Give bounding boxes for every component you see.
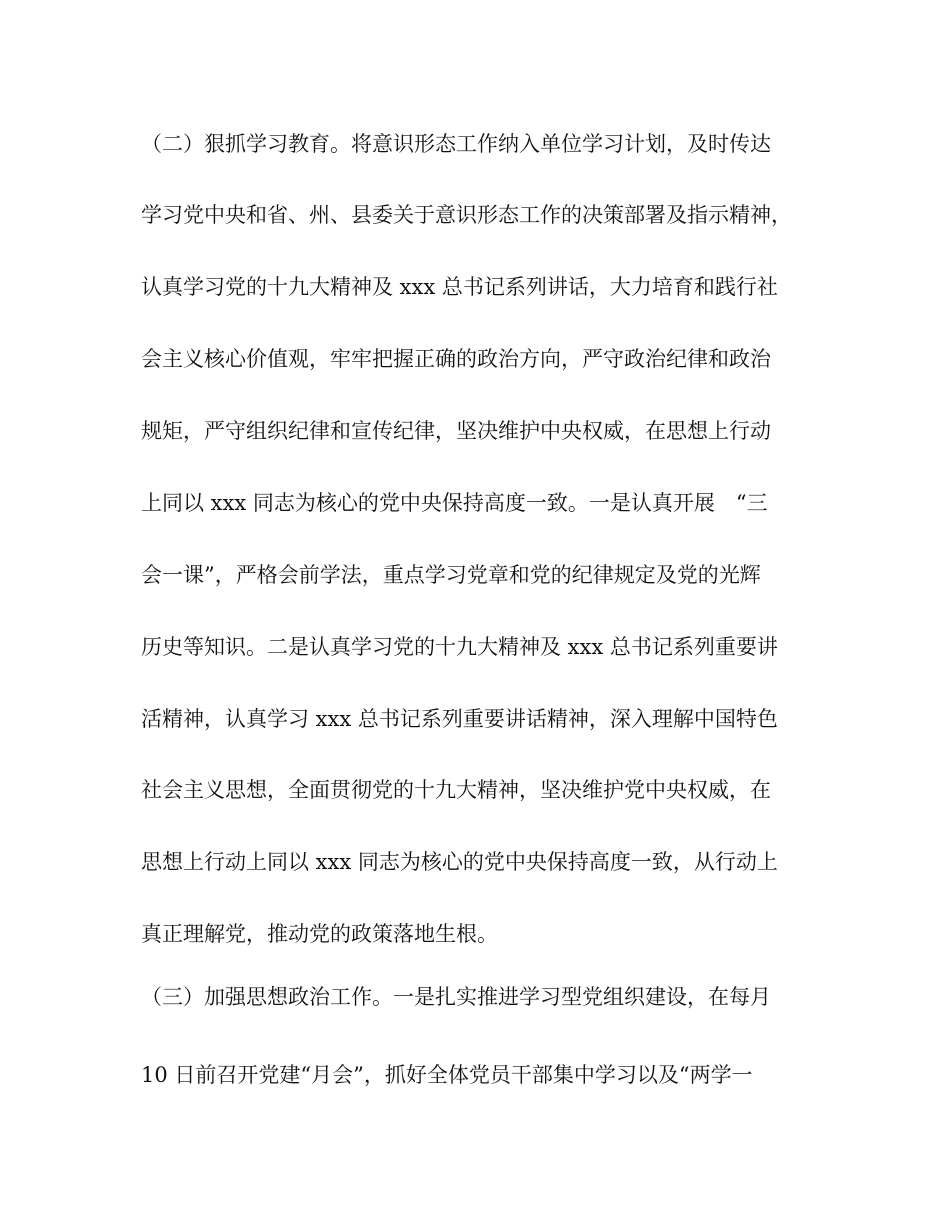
paragraph-line: 历史等知识。二是认真学习党的十九大精神及 xxx 总书记系列重要讲 bbox=[141, 635, 778, 659]
paragraph-line: 认真学习党的十九大精神及 xxx 总书记系列讲话，大力培育和践行社 bbox=[141, 275, 778, 299]
paragraph-line: （二）狠抓学习教育。将意识形态工作纳入单位学习计划，及时传达 bbox=[141, 132, 771, 156]
paragraph-line: 会主义核心价值观，牢牢把握正确的政治方向，严守政治纪律和政治 bbox=[141, 347, 771, 371]
paragraph-line: 学习党中央和省、州、县委关于意识形态工作的决策部署及指示精神， bbox=[141, 203, 792, 227]
paragraph-line: （三）加强思想政治工作。一是扎实推进学习型党组织建设，在每月 bbox=[141, 985, 771, 1009]
paragraph-line: 思想上行动上同以 xxx 同志为核心的党中央保持高度一致，从行动上 bbox=[141, 850, 778, 874]
paragraph-line: 会一课”，严格会前学法，重点学习党章和党的纪律规定及党的光辉 bbox=[141, 563, 761, 587]
paragraph-line: 真正理解党，推动党的政策落地生根。 bbox=[141, 922, 498, 946]
paragraph-line: 活精神，认真学习 xxx 总书记系列重要讲话精神，深入理解中国特色 bbox=[141, 707, 778, 731]
paragraph-line: 上同以 xxx 同志为核心的党中央保持高度一致。一是认真开展 “三 bbox=[141, 491, 768, 515]
paragraph-line: 规矩，严守组织纪律和宣传纪律，坚决维护中央权威，在思想上行动 bbox=[141, 419, 771, 443]
paragraph-line: 社会主义思想，全面贯彻党的十九大精神，坚决维护党中央权威，在 bbox=[141, 778, 771, 802]
paragraph-line: 10 日前召开党建“月会”，抓好全体党员干部集中学习以及“两学一 bbox=[141, 1063, 753, 1087]
